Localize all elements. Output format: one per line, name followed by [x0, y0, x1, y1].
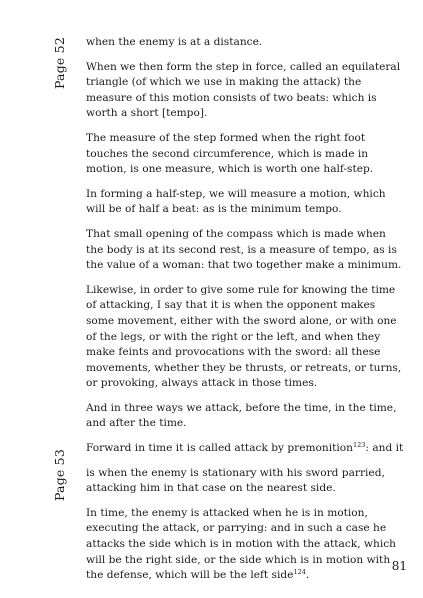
paragraph-text: : and it	[365, 442, 404, 455]
margin-page-label: Page 52	[52, 37, 67, 89]
paragraph: That small opening of the compass which is made when the body is at its second rest, is a measure of tempo, as is the value of a woman: that two together make a minimum.	[86, 227, 402, 272]
margin-page-label: Page 53	[52, 449, 67, 501]
footnote-ref[interactable]: 124	[293, 568, 306, 577]
paragraph: is when the enemy is stationary with his sword parried, attacking him in that case on the nearest side.	[86, 466, 385, 495]
paragraph: The measure of the step formed when the right foot touches the second circumference, which is made in motion, is one measure, which is worth one half-step.	[86, 131, 374, 176]
paragraph: when the enemy is at a distance.	[86, 36, 263, 48]
paragraph: In forming a half-step, we will measure a motion, which will be of half a beat: as is the minimum tempo.	[86, 187, 386, 216]
paragraph: And in three ways we attack, before the time, in the time, and after the time.	[86, 401, 397, 430]
page-number: 81	[391, 559, 407, 573]
paragraph: Likewise, in order to give some rule for knowing the time of attacking, I say that it is when the opponent makes some movement, either with the sword alone, or with one of the legs, or with the right or the left, and when they make feints and provocations with the sword: all these movements, whether they be thrusts, or retreats, or turns, or provoking, always attack in those times.	[86, 283, 402, 390]
paragraph	[86, 441, 404, 457]
paragraph-text: .	[305, 569, 310, 582]
footnote-ref[interactable]: 123	[352, 441, 366, 450]
paragraph: When we then form the step in force, called an equilateral triangle (of which we use in making the attack) the measure of this motion consists of two beats: which is worth a short [tempo].	[86, 60, 401, 120]
paragraph-text: Forward in time it is called attack by premonition	[86, 442, 353, 455]
body-text	[86, 35, 404, 584]
paragraph-text: In time, the enemy is attacked when he is in motion, executing the attack, or parrying: and in such a case he attacks the side which is in motion with the attack, which will be the right side, or the side which is in motion with the defense, which will be the left side	[86, 506, 396, 582]
